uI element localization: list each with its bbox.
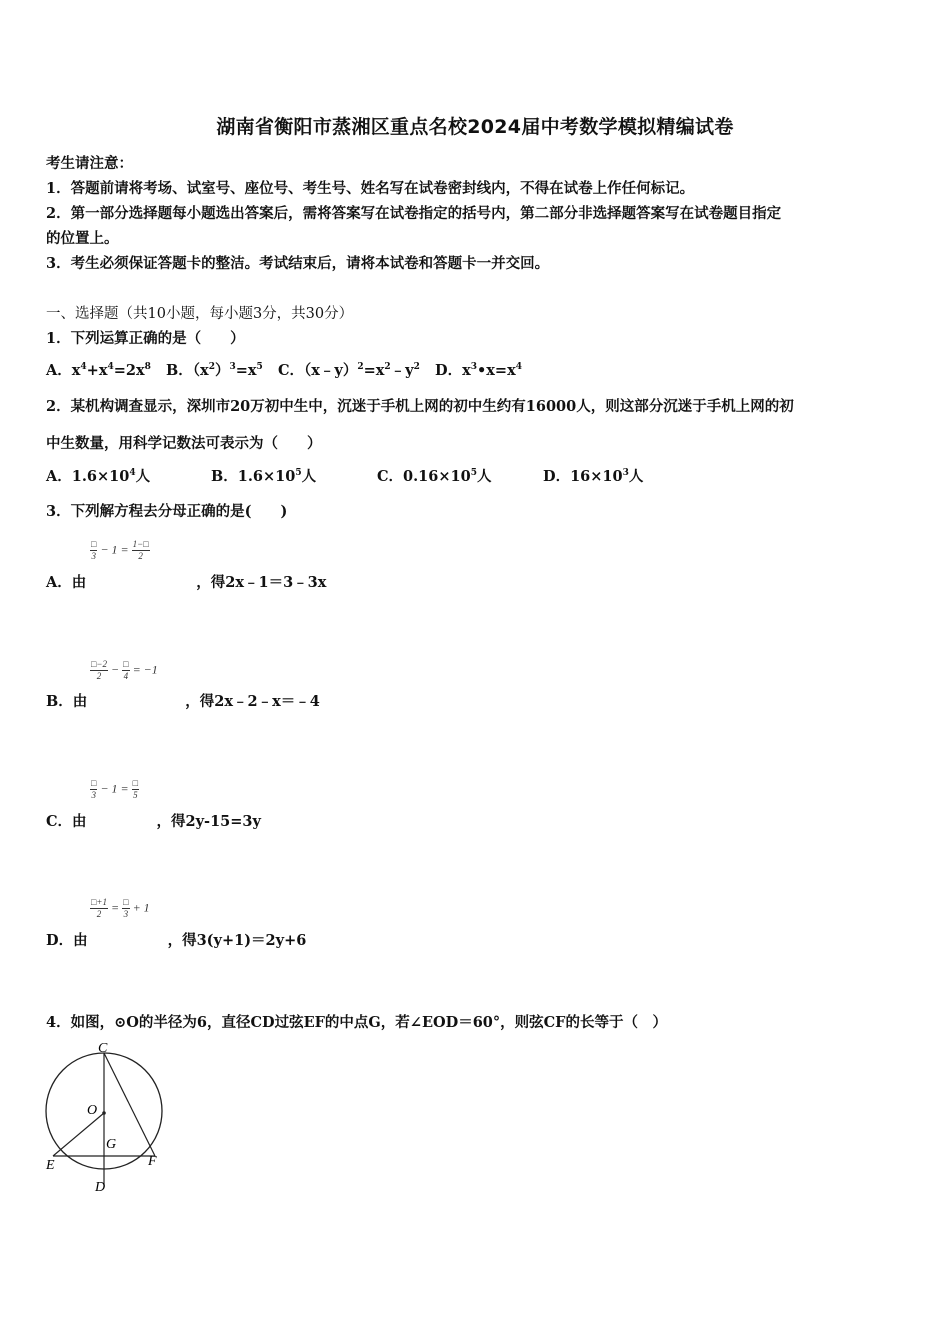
q4-stem: 4．如图，⊙O的半径为6，直径CD过弦EF的中点G，若∠EOD＝60°，则弦CF的长等于（ ） <box>46 1014 667 1031</box>
q3-option-d: D．由 ，得3(y+1)＝2y+6 <box>46 932 307 949</box>
q1-option-a: A．$x^4+x^4=2x^8$ <box>46 362 151 379</box>
q2-option-b: B．$1.6\times 10^5$人 <box>211 468 317 485</box>
label-c: C <box>98 1041 108 1056</box>
q3-b-equation: $\frac{□-2}{2}$ − □ 4 = −1 <box>91 659 158 681</box>
notice-item-2b: 的位置上。 <box>46 230 119 247</box>
section-heading: 一、选择题（共10小题，每小题3分，共30分） <box>46 306 354 322</box>
segment-oe <box>53 1113 104 1156</box>
q2-stem-b: 中生数量，用科学记数法可表示为（ ） <box>46 435 322 452</box>
center-point <box>102 1111 106 1115</box>
label-d: D <box>95 1180 106 1192</box>
label-o: O <box>87 1103 98 1118</box>
q1-option-b: B．$(x^2)^3=x^5$ <box>166 362 263 379</box>
q3-a-equation: □ 3 − 1 = $\frac{1-□}{2}$ <box>91 539 149 561</box>
notice-item-3: 3．考生必须保证答题卡的整洁。考试结束后，请将本试卷和答题卡一并交回。 <box>46 255 550 272</box>
notice-item-2a: 2．第一部分选择题每小题选出答案后，需将答案写在试卷指定的括号内，第二部分非选择题答案写在试卷题目指定 <box>46 205 782 222</box>
q1-option-d: D．$x^3•x=x^4$ <box>435 362 522 379</box>
q3-c-equation: □ 3 − 1 = □ 5 <box>91 778 139 800</box>
q1-stem: 1．下列运算正确的是（ ） <box>46 330 245 347</box>
q1-options <box>46 359 522 380</box>
q3-option-c: C．由 ，得2y-15=3y <box>46 813 261 830</box>
q3-option-a: A．由 ，得2x﹣1＝3﹣3x <box>46 574 327 591</box>
label-g: G <box>106 1137 117 1152</box>
q1-option-c: C．$(x﹣y)^2=x^2﹣y^2$ <box>277 362 420 379</box>
q2-option-d: D．$16\times 10^3$人 <box>543 468 644 485</box>
q2-option-c: C．$0.16\times 10^5$人 <box>377 468 492 485</box>
label-f: F <box>148 1154 157 1169</box>
label-e: E <box>46 1158 55 1173</box>
page-title: 湖南省衡阳市蒸湘区重点名校2024届中考数学模拟精编试卷 <box>216 116 734 138</box>
notice-heading: 考生请注意： <box>46 155 133 172</box>
q2-stem-a: 2．某机构调查显示，深圳市20万初中生中，沉迷于手机上网的初中生约有16000人，则这部分沉迷于手机上网的初 <box>46 398 794 415</box>
q3-stem: 3．下列解方程去分母正确的是( ) <box>46 503 288 520</box>
q3-option-b: B．由 ，得2x﹣2﹣x＝﹣4 <box>46 693 320 710</box>
q2-option-a: A．$1.6\times 10^4$人 <box>46 468 151 485</box>
notice-item-1: 1．答题前请将考场、试室号、座位号、考生号、姓名写在试卷密封线内，不得在试卷上作任何标记。 <box>46 180 695 197</box>
q4-circle-figure <box>44 1040 166 1192</box>
q3-d-equation: $\frac{□+1}{2}$ = □ 3 + 1 <box>91 897 150 919</box>
